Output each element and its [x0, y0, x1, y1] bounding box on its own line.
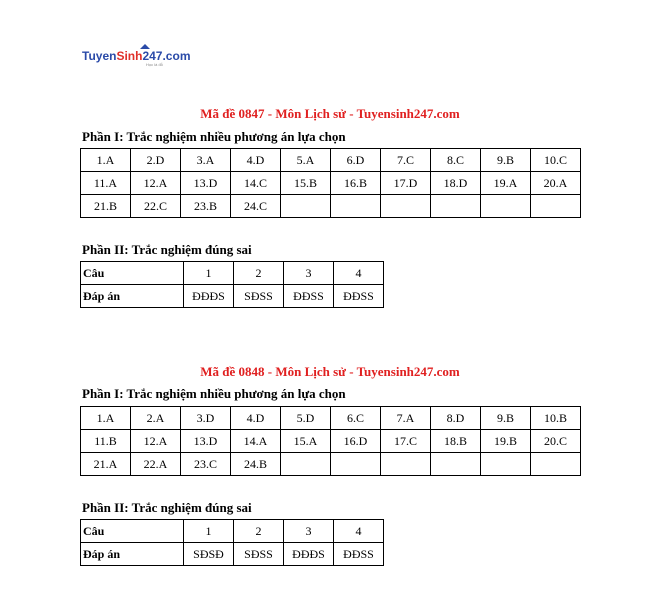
table-row	[81, 172, 581, 195]
answer-cell: 2	[234, 520, 284, 543]
answer-cell: SĐSS	[234, 285, 284, 308]
answer-cell: 13.D	[181, 430, 231, 453]
answer-cell: 17.D	[381, 172, 431, 195]
answer-cell: 21.B	[81, 195, 131, 218]
answer-cell: 7.A	[381, 407, 431, 430]
answer-cell: 4.D	[231, 149, 281, 172]
site-logo	[82, 50, 190, 67]
answer-cell: 4	[334, 520, 384, 543]
answer-cell: 23.C	[181, 453, 231, 476]
tf-answer-table	[80, 261, 384, 308]
exam-code-title: Mã đề 0848 - Môn Lịch sử - Tuyensinh247.com	[200, 364, 460, 379]
row-label: Đáp án	[81, 543, 184, 566]
answer-cell: 10.B	[531, 407, 581, 430]
answer-cell: 9.B	[481, 407, 531, 430]
answer-cell	[381, 195, 431, 218]
answer-cell	[281, 453, 331, 476]
answer-cell: 1.A	[81, 149, 131, 172]
answer-cell: 6.D	[331, 149, 381, 172]
mc-answer-table	[80, 406, 581, 476]
answer-cell: 3	[284, 520, 334, 543]
answer-cell: 19.A	[481, 172, 531, 195]
part2-heading: Phần II: Trắc nghiệm đúng sai	[82, 242, 252, 257]
answer-cell: 23.B	[181, 195, 231, 218]
answer-cell: 11.A	[81, 172, 131, 195]
answer-cell	[481, 195, 531, 218]
table-row	[81, 149, 581, 172]
table-row	[81, 262, 384, 285]
answer-cell	[281, 195, 331, 218]
answer-cell	[531, 195, 581, 218]
answer-cell: 7.C	[381, 149, 431, 172]
answer-cell	[331, 195, 381, 218]
logo-text-part3: 247.com	[142, 49, 191, 63]
answer-cell: 2.A	[131, 407, 181, 430]
answer-cell: 2	[234, 262, 284, 285]
graduation-cap-icon	[140, 44, 150, 49]
answer-cell: 1	[184, 262, 234, 285]
answer-cell: 12.A	[131, 430, 181, 453]
answer-cell: 14.A	[231, 430, 281, 453]
answer-cell	[431, 195, 481, 218]
answer-cell: ĐĐĐS	[284, 543, 334, 566]
answer-cell: 21.A	[81, 453, 131, 476]
answer-cell: 2.D	[131, 149, 181, 172]
answer-cell: 15.B	[281, 172, 331, 195]
answer-cell: 13.D	[181, 172, 231, 195]
answer-cell: 22.A	[131, 453, 181, 476]
answer-cell: SĐSĐ	[184, 543, 234, 566]
answer-cell: 5.D	[281, 407, 331, 430]
answer-cell	[331, 453, 381, 476]
table-row	[81, 520, 384, 543]
answer-cell: 10.C	[531, 149, 581, 172]
tf-answer-table	[80, 519, 384, 566]
answer-cell: 1.A	[81, 407, 131, 430]
answer-cell: 18.D	[431, 172, 481, 195]
answer-cell	[431, 453, 481, 476]
logo-text-part2: Sinh	[116, 49, 143, 63]
answer-cell: ĐĐSS	[334, 285, 384, 308]
row-label: Đáp án	[81, 285, 184, 308]
logo-tagline: Học là đỗ	[146, 62, 163, 67]
table-row	[81, 195, 581, 218]
table-row	[81, 285, 384, 308]
answer-cell	[481, 453, 531, 476]
answer-cell: ĐĐSS	[284, 285, 334, 308]
table-row	[81, 453, 581, 476]
answer-cell: 5.A	[281, 149, 331, 172]
answer-cell: 20.A	[531, 172, 581, 195]
answer-cell: 4	[334, 262, 384, 285]
answer-cell: 1	[184, 520, 234, 543]
answer-cell: 9.B	[481, 149, 531, 172]
part2-heading: Phần II: Trắc nghiệm đúng sai	[82, 500, 252, 515]
answer-cell: 18.B	[431, 430, 481, 453]
answer-cell: 8.D	[431, 407, 481, 430]
answer-cell	[381, 453, 431, 476]
table-row	[81, 543, 384, 566]
row-label: Câu	[81, 520, 184, 543]
answer-cell: 17.C	[381, 430, 431, 453]
logo-text-part1: Tuyen	[82, 49, 117, 63]
part1-heading: Phần I: Trắc nghiệm nhiều phương án lựa chọn	[82, 386, 346, 401]
exam-code-title: Mã đề 0847 - Môn Lịch sử - Tuyensinh247.com	[200, 106, 460, 121]
answer-cell: 16.B	[331, 172, 381, 195]
answer-cell: 14.C	[231, 172, 281, 195]
table-row	[81, 407, 581, 430]
answer-cell: 3.D	[181, 407, 231, 430]
answer-cell: 3.A	[181, 149, 231, 172]
answer-cell: 11.B	[81, 430, 131, 453]
answer-cell: 20.C	[531, 430, 581, 453]
answer-cell: 24.C	[231, 195, 281, 218]
answer-cell: ĐĐSS	[334, 543, 384, 566]
table-row	[81, 430, 581, 453]
answer-cell: 3	[284, 262, 334, 285]
answer-cell: 8.C	[431, 149, 481, 172]
answer-cell: 19.B	[481, 430, 531, 453]
answer-cell: ĐĐĐS	[184, 285, 234, 308]
answer-cell: 4.D	[231, 407, 281, 430]
answer-cell: SĐSS	[234, 543, 284, 566]
part1-heading: Phần I: Trắc nghiệm nhiều phương án lựa chọn	[82, 129, 346, 144]
answer-cell: 22.C	[131, 195, 181, 218]
mc-answer-table	[80, 148, 581, 218]
answer-cell: 6.C	[331, 407, 381, 430]
answer-cell: 24.B	[231, 453, 281, 476]
answer-cell: 16.D	[331, 430, 381, 453]
answer-cell: 12.A	[131, 172, 181, 195]
answer-cell	[531, 453, 581, 476]
row-label: Câu	[81, 262, 184, 285]
answer-cell: 15.A	[281, 430, 331, 453]
